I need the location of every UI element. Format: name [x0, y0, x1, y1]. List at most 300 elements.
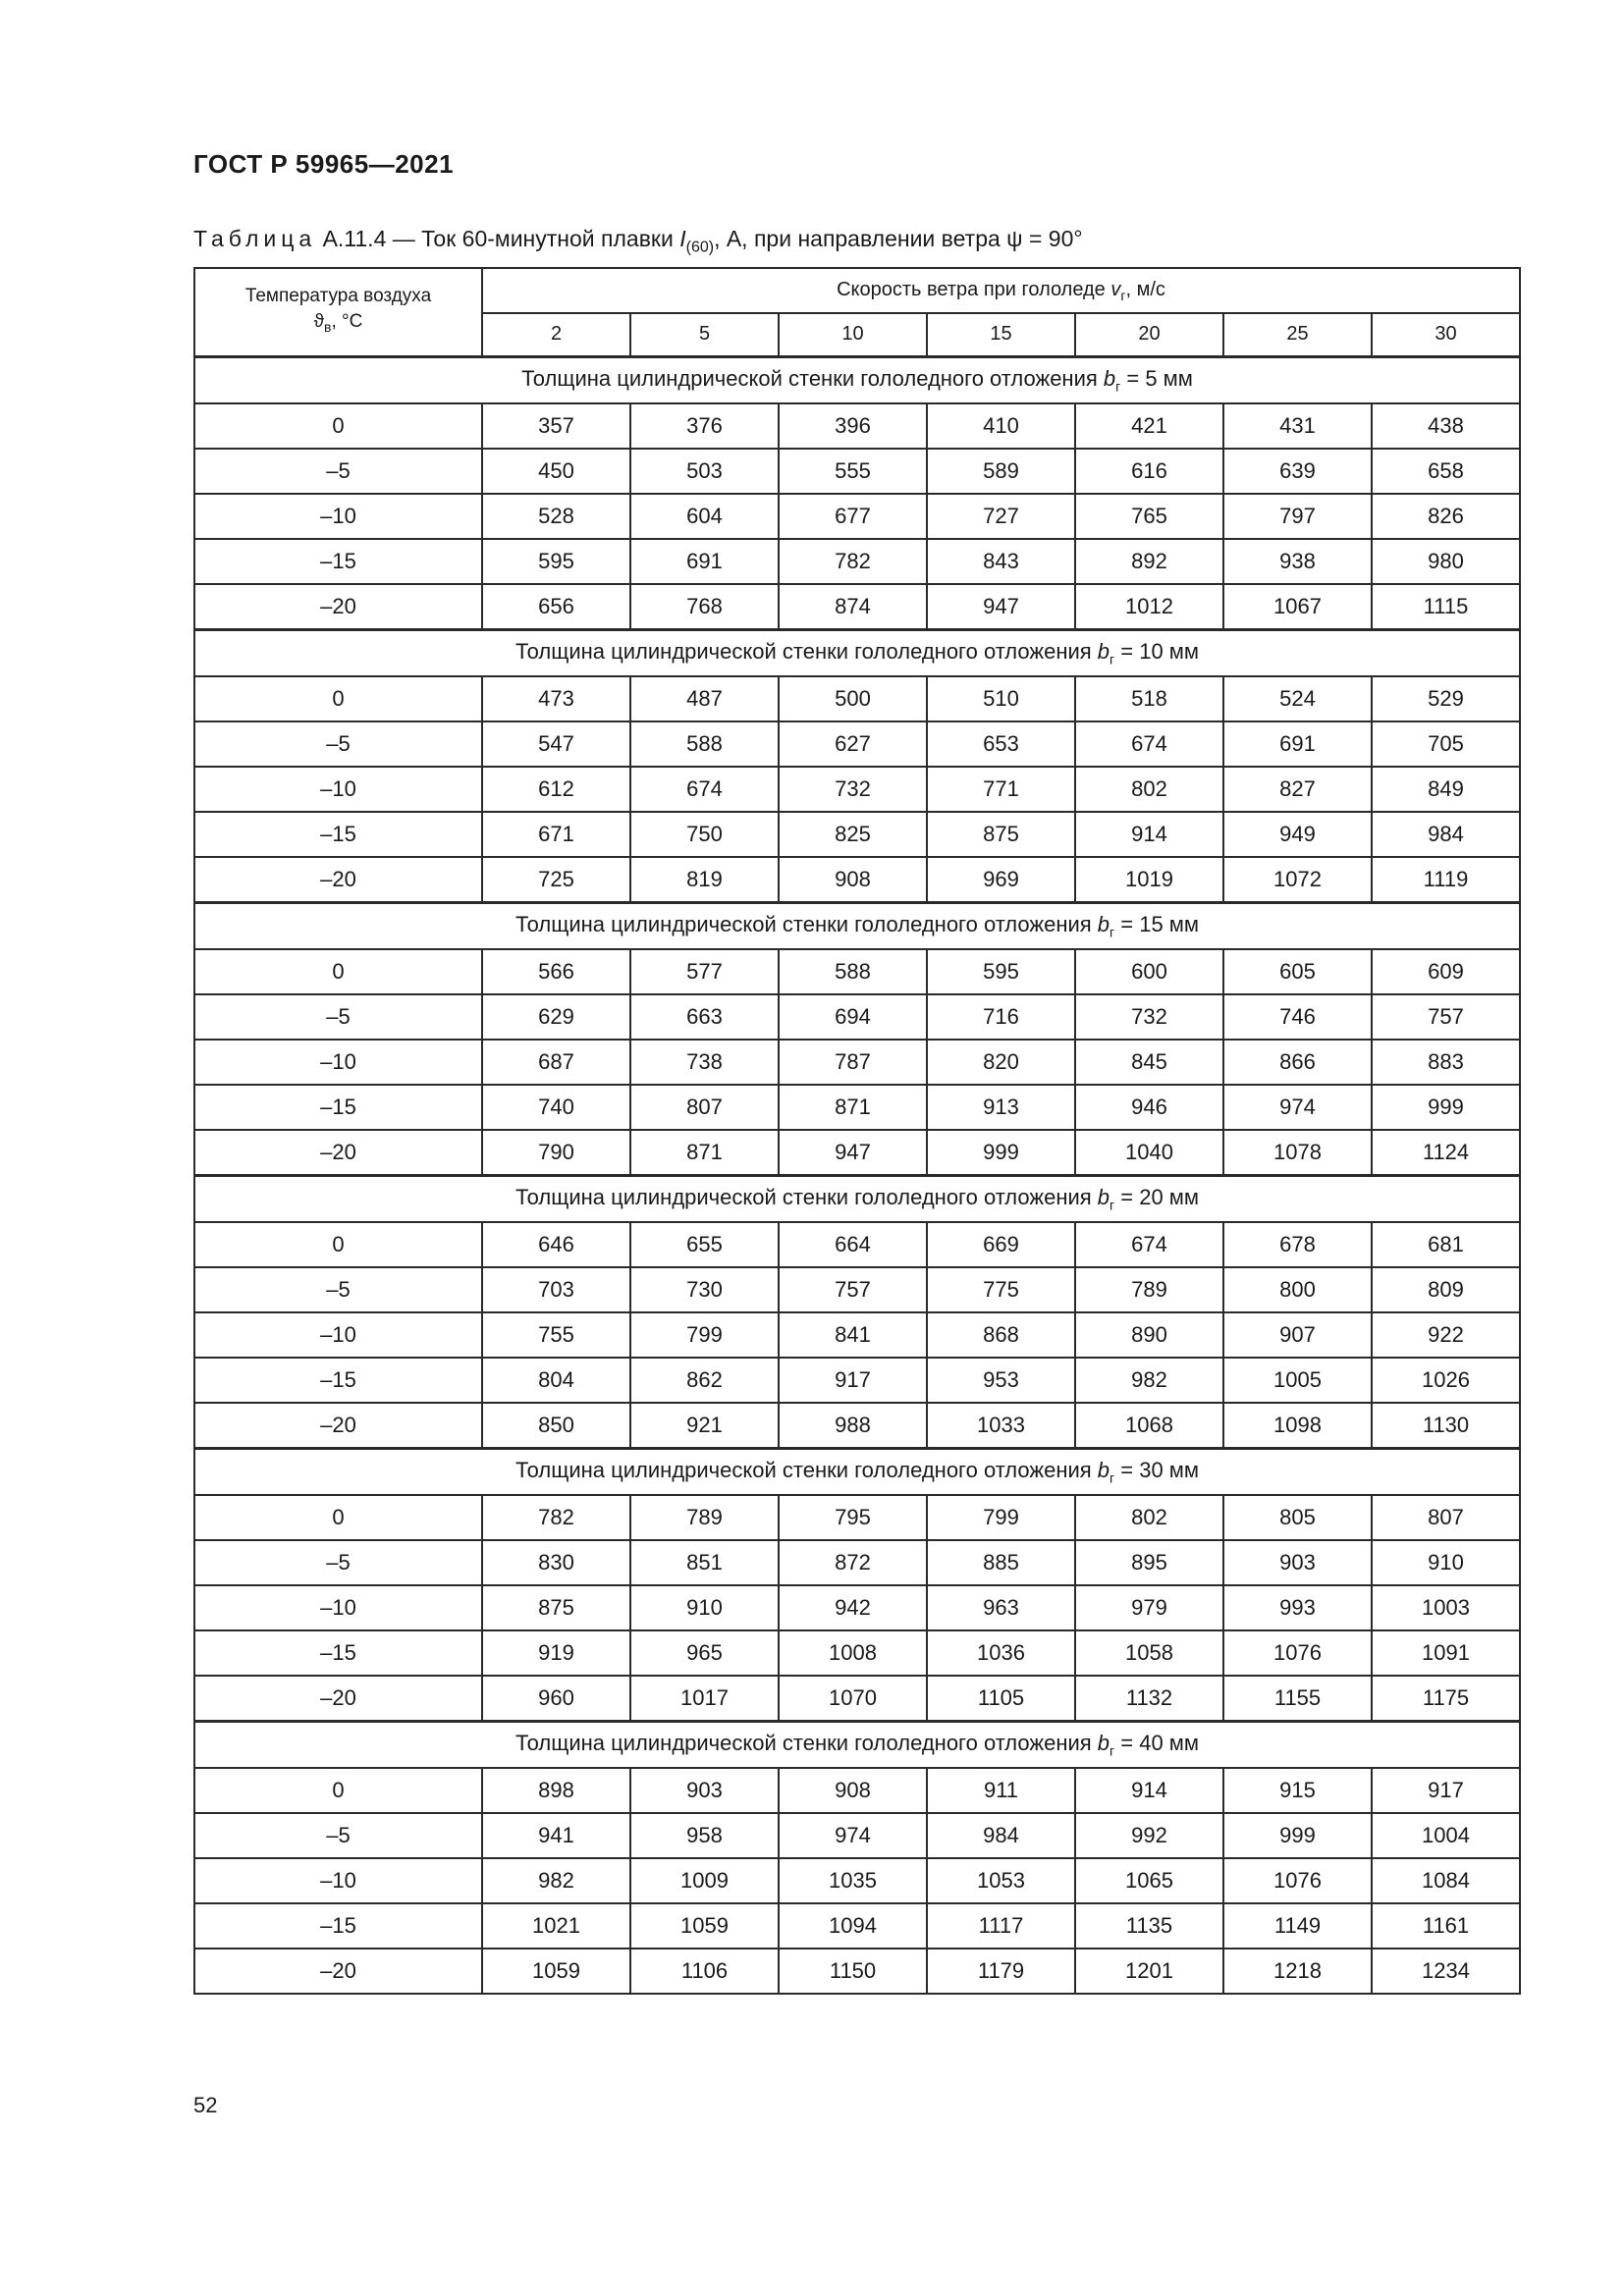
current-value-cell: 716: [927, 994, 1075, 1040]
wind-speed-symbol-sub: г: [1120, 287, 1126, 303]
current-value-cell: 799: [927, 1495, 1075, 1540]
section-row: [194, 902, 1520, 949]
table-row: [194, 1222, 1520, 1267]
current-value-cell: 988: [779, 1403, 927, 1449]
temperature-cell: –20: [194, 1130, 482, 1176]
temperature-cell: 0: [194, 403, 482, 449]
current-value-cell: 588: [630, 721, 779, 767]
table-row: [194, 949, 1520, 994]
section-symbol: b: [1097, 1184, 1110, 1209]
temperature-cell: –15: [194, 812, 482, 857]
current-value-cell: 895: [1075, 1540, 1223, 1585]
current-value-cell: 1124: [1372, 1130, 1520, 1176]
current-value-cell: 922: [1372, 1312, 1520, 1358]
current-value-cell: 789: [630, 1495, 779, 1540]
section-title: [194, 356, 1520, 403]
current-value-cell: 431: [1223, 403, 1372, 449]
current-value-cell: 740: [482, 1085, 630, 1130]
current-value-cell: 1091: [1372, 1630, 1520, 1676]
current-value-cell: 669: [927, 1222, 1075, 1267]
current-value-cell: 765: [1075, 494, 1223, 539]
current-value-cell: 830: [482, 1540, 630, 1585]
section-thickness: = 20 мм: [1114, 1184, 1200, 1209]
caption-text-after: , А, при направлении ветра ψ = 90°: [714, 226, 1083, 251]
current-value-cell: 890: [1075, 1312, 1223, 1358]
current-value-cell: 627: [779, 721, 927, 767]
current-value-cell: 487: [630, 676, 779, 721]
section-thickness: = 30 мм: [1114, 1457, 1200, 1482]
current-value-cell: 974: [779, 1813, 927, 1858]
section-symbol: b: [1097, 911, 1110, 936]
temperature-cell: 0: [194, 676, 482, 721]
current-value-cell: 993: [1223, 1585, 1372, 1630]
current-value-cell: 946: [1075, 1085, 1223, 1130]
current-value-cell: 755: [482, 1312, 630, 1358]
current-value-cell: 1005: [1223, 1358, 1372, 1403]
temperature-cell: –20: [194, 1403, 482, 1449]
current-value-cell: 871: [779, 1085, 927, 1130]
current-value-cell: 639: [1223, 449, 1372, 494]
current-value-cell: 1004: [1372, 1813, 1520, 1858]
current-value-cell: 795: [779, 1495, 927, 1540]
temperature-cell: 0: [194, 1768, 482, 1813]
caption-number: А.11.4: [322, 226, 387, 251]
section-thickness: = 15 мм: [1114, 911, 1200, 936]
current-value-cell: 518: [1075, 676, 1223, 721]
temperature-cell: –5: [194, 449, 482, 494]
current-value-cell: 629: [482, 994, 630, 1040]
current-value-cell: 589: [927, 449, 1075, 494]
wind-speed-value: 5: [630, 313, 779, 356]
temperature-cell: –20: [194, 1676, 482, 1722]
current-value-cell: 705: [1372, 721, 1520, 767]
current-value-cell: 1059: [482, 1949, 630, 1994]
current-value-cell: 1068: [1075, 1403, 1223, 1449]
table-row: [194, 1858, 1520, 1903]
temperature-cell: 0: [194, 949, 482, 994]
temperature-header-label: Температура воздуха: [244, 286, 432, 307]
current-value-cell: 768: [630, 584, 779, 630]
current-value-cell: 1150: [779, 1949, 927, 1994]
table-body: [194, 356, 1520, 1994]
current-value-cell: 674: [630, 767, 779, 812]
current-value-cell: 757: [779, 1267, 927, 1312]
current-value-cell: 866: [1223, 1040, 1372, 1085]
current-value-cell: 1179: [927, 1949, 1075, 1994]
current-value-cell: 757: [1372, 994, 1520, 1040]
current-value-cell: 782: [482, 1495, 630, 1540]
current-value-cell: 953: [927, 1358, 1075, 1403]
current-value-cell: 1009: [630, 1858, 779, 1903]
temperature-cell: –5: [194, 1813, 482, 1858]
current-value-cell: 775: [927, 1267, 1075, 1312]
current-value-cell: 907: [1223, 1312, 1372, 1358]
current-value-cell: 725: [482, 857, 630, 903]
current-value-cell: 913: [927, 1085, 1075, 1130]
current-value-cell: 885: [927, 1540, 1075, 1585]
current-value-cell: 771: [927, 767, 1075, 812]
temperature-cell: 0: [194, 1495, 482, 1540]
current-value-cell: 851: [630, 1540, 779, 1585]
current-value-cell: 691: [630, 539, 779, 584]
section-row: [194, 629, 1520, 676]
current-value-cell: 797: [1223, 494, 1372, 539]
current-value-cell: 653: [927, 721, 1075, 767]
current-value-cell: 862: [630, 1358, 779, 1403]
temperature-symbol: ϑ: [313, 311, 325, 333]
caption-label: Таблица: [193, 226, 317, 251]
current-value-cell: 919: [482, 1630, 630, 1676]
table-row: [194, 449, 1520, 494]
current-value-cell: 1067: [1223, 584, 1372, 630]
current-value-cell: 1119: [1372, 857, 1520, 903]
table-row: [194, 1676, 1520, 1722]
current-value-cell: 1058: [1075, 1630, 1223, 1676]
wind-speed-unit: , м/с: [1125, 278, 1165, 300]
temperature-cell: –15: [194, 1903, 482, 1949]
current-value-cell: 999: [1223, 1813, 1372, 1858]
section-title-text: Толщина цилиндрической стенки гололедного отложения: [514, 1184, 1098, 1209]
current-value-cell: 1094: [779, 1903, 927, 1949]
temperature-cell: –5: [194, 721, 482, 767]
section-title: [194, 1448, 1520, 1495]
temperature-cell: –20: [194, 1949, 482, 1994]
current-value-cell: 1036: [927, 1630, 1075, 1676]
current-value-cell: 600: [1075, 949, 1223, 994]
section-symbol-sub: г: [1110, 1197, 1115, 1213]
current-value-cell: 984: [927, 1813, 1075, 1858]
current-value-cell: 872: [779, 1540, 927, 1585]
current-value-cell: 612: [482, 767, 630, 812]
caption-text-before: — Ток 60-минутной плавки: [386, 226, 680, 251]
current-value-cell: 849: [1372, 767, 1520, 812]
current-value-cell: 958: [630, 1813, 779, 1858]
table-row: [194, 494, 1520, 539]
section-title-text: Толщина цилиндрической стенки гололедного отложения: [514, 638, 1098, 664]
table-row: [194, 1267, 1520, 1312]
current-value-cell: 730: [630, 1267, 779, 1312]
table-caption: [193, 226, 1083, 257]
current-value-cell: 1019: [1075, 857, 1223, 903]
current-value-cell: 677: [779, 494, 927, 539]
current-value-cell: 802: [1075, 767, 1223, 812]
current-value-cell: 529: [1372, 676, 1520, 721]
table-row: [194, 994, 1520, 1040]
current-value-cell: 1072: [1223, 857, 1372, 903]
current-value-cell: 841: [779, 1312, 927, 1358]
current-value-cell: 1076: [1223, 1858, 1372, 1903]
current-value-cell: 1003: [1372, 1585, 1520, 1630]
current-value-cell: 691: [1223, 721, 1372, 767]
current-value-cell: 1132: [1075, 1676, 1223, 1722]
current-value-cell: 883: [1372, 1040, 1520, 1085]
section-title-text: Толщина цилиндрической стенки гололедного отложения: [514, 1457, 1098, 1482]
current-value-cell: 732: [1075, 994, 1223, 1040]
current-value-cell: 656: [482, 584, 630, 630]
current-value-cell: 500: [779, 676, 927, 721]
current-value-cell: 999: [927, 1130, 1075, 1176]
table-row: [194, 1903, 1520, 1949]
temperature-cell: –5: [194, 1267, 482, 1312]
current-value-cell: 960: [482, 1676, 630, 1722]
section-symbol-sub: г: [1115, 378, 1121, 395]
current-value-cell: 782: [779, 539, 927, 584]
wind-speed-value: 2: [482, 313, 630, 356]
temperature-cell: –15: [194, 1085, 482, 1130]
current-value-cell: 609: [1372, 949, 1520, 994]
table-row: [194, 1630, 1520, 1676]
section-title: [194, 629, 1520, 676]
temperature-cell: –10: [194, 767, 482, 812]
table-row: [194, 1813, 1520, 1858]
current-value-cell: 438: [1372, 403, 1520, 449]
temperature-cell: –15: [194, 1630, 482, 1676]
table-row: [194, 1358, 1520, 1403]
section-row: [194, 1448, 1520, 1495]
section-symbol-sub: г: [1110, 924, 1115, 940]
current-table: [193, 267, 1521, 1995]
current-value-cell: 820: [927, 1040, 1075, 1085]
current-value-cell: 874: [779, 584, 927, 630]
current-value-cell: 1033: [927, 1403, 1075, 1449]
section-title: [194, 1175, 1520, 1222]
current-value-cell: 845: [1075, 1040, 1223, 1085]
current-value-cell: 588: [779, 949, 927, 994]
current-value-cell: 528: [482, 494, 630, 539]
temperature-cell: –10: [194, 1858, 482, 1903]
current-value-cell: 732: [779, 767, 927, 812]
temperature-cell: –20: [194, 584, 482, 630]
current-value-cell: 746: [1223, 994, 1372, 1040]
section-symbol-sub: г: [1110, 1742, 1115, 1759]
current-value-cell: 663: [630, 994, 779, 1040]
current-value-cell: 681: [1372, 1222, 1520, 1267]
section-title-text: Толщина цилиндрической стенки гололедного отложения: [514, 1730, 1098, 1755]
table-row: [194, 539, 1520, 584]
current-value-cell: 819: [630, 857, 779, 903]
table-row: [194, 767, 1520, 812]
current-value-cell: 1035: [779, 1858, 927, 1903]
current-value-cell: 671: [482, 812, 630, 857]
section-title-text: Толщина цилиндрической стенки гололедного отложения: [514, 911, 1098, 936]
section-symbol: b: [1097, 638, 1110, 664]
current-value-cell: 1065: [1075, 1858, 1223, 1903]
current-value-cell: 1117: [927, 1903, 1075, 1949]
table-row: [194, 857, 1520, 903]
current-value-cell: 604: [630, 494, 779, 539]
current-value-cell: 1012: [1075, 584, 1223, 630]
current-value-cell: 875: [927, 812, 1075, 857]
current-value-cell: 974: [1223, 1085, 1372, 1130]
current-value-cell: 1021: [482, 1903, 630, 1949]
current-value-cell: 1149: [1223, 1903, 1372, 1949]
temperature-cell: 0: [194, 1222, 482, 1267]
table-row: [194, 1540, 1520, 1585]
section-row: [194, 1175, 1520, 1222]
section-symbol-sub: г: [1110, 1469, 1115, 1486]
current-value-cell: 450: [482, 449, 630, 494]
current-value-cell: 1105: [927, 1676, 1075, 1722]
current-value-cell: 825: [779, 812, 927, 857]
current-value-cell: 809: [1372, 1267, 1520, 1312]
current-value-cell: 577: [630, 949, 779, 994]
table-row: [194, 676, 1520, 721]
current-value-cell: 1026: [1372, 1358, 1520, 1403]
current-value-cell: 903: [630, 1768, 779, 1813]
current-value-cell: 473: [482, 676, 630, 721]
temperature-cell: –10: [194, 1585, 482, 1630]
temperature-cell: –10: [194, 494, 482, 539]
current-value-cell: 703: [482, 1267, 630, 1312]
current-value-cell: 908: [779, 1768, 927, 1813]
section-symbol: b: [1103, 365, 1116, 391]
current-value-cell: 595: [927, 949, 1075, 994]
current-value-cell: 1084: [1372, 1858, 1520, 1903]
current-value-cell: 1218: [1223, 1949, 1372, 1994]
current-value-cell: 787: [779, 1040, 927, 1085]
current-value-cell: 914: [1075, 812, 1223, 857]
current-value-cell: 664: [779, 1222, 927, 1267]
current-value-cell: 850: [482, 1403, 630, 1449]
current-value-cell: 503: [630, 449, 779, 494]
current-value-cell: 868: [927, 1312, 1075, 1358]
table-row: [194, 1949, 1520, 1994]
current-value-cell: 826: [1372, 494, 1520, 539]
current-value-cell: 827: [1223, 767, 1372, 812]
table-head: [194, 268, 1520, 356]
current-value-cell: 942: [779, 1585, 927, 1630]
table-row: [194, 584, 1520, 630]
current-value-cell: 1161: [1372, 1903, 1520, 1949]
table-row: [194, 1585, 1520, 1630]
current-value-cell: 871: [630, 1130, 779, 1176]
current-value-cell: 911: [927, 1768, 1075, 1813]
current-value-cell: 1053: [927, 1858, 1075, 1903]
table-row: [194, 812, 1520, 857]
current-value-cell: 727: [927, 494, 1075, 539]
current-value-cell: 802: [1075, 1495, 1223, 1540]
temperature-cell: –15: [194, 539, 482, 584]
current-value-cell: 917: [779, 1358, 927, 1403]
current-value-cell: 915: [1223, 1768, 1372, 1813]
current-value-cell: 547: [482, 721, 630, 767]
current-value-cell: 421: [1075, 403, 1223, 449]
current-value-cell: 917: [1372, 1768, 1520, 1813]
section-title: [194, 1721, 1520, 1768]
current-value-cell: 396: [779, 403, 927, 449]
current-value-cell: 892: [1075, 539, 1223, 584]
current-value-cell: 898: [482, 1768, 630, 1813]
current-value-cell: 921: [630, 1403, 779, 1449]
temperature-header: [194, 268, 482, 356]
wind-speed-value: 30: [1372, 313, 1520, 356]
current-value-cell: 1175: [1372, 1676, 1520, 1722]
current-value-cell: 738: [630, 1040, 779, 1085]
section-symbol: b: [1097, 1730, 1110, 1755]
current-value-cell: 938: [1223, 539, 1372, 584]
current-value-cell: 1017: [630, 1676, 779, 1722]
table-row: [194, 1312, 1520, 1358]
current-value-cell: 875: [482, 1585, 630, 1630]
current-value-cell: 694: [779, 994, 927, 1040]
caption-subscript: (60): [685, 239, 715, 256]
current-value-cell: 992: [1075, 1813, 1223, 1858]
table-row: [194, 721, 1520, 767]
current-value-cell: 979: [1075, 1585, 1223, 1630]
current-value-cell: 616: [1075, 449, 1223, 494]
current-value-cell: 980: [1372, 539, 1520, 584]
current-value-cell: 1076: [1223, 1630, 1372, 1676]
document-code: ГОСТ Р 59965—2021: [193, 149, 455, 179]
temperature-unit: , °C: [331, 311, 363, 333]
current-value-cell: 982: [482, 1858, 630, 1903]
current-value-cell: 566: [482, 949, 630, 994]
current-value-cell: 984: [1372, 812, 1520, 857]
wind-speed-value: 20: [1075, 313, 1223, 356]
current-value-cell: 947: [927, 584, 1075, 630]
current-value-cell: 1234: [1372, 1949, 1520, 1994]
table-row: [194, 1768, 1520, 1813]
table-row: [194, 1040, 1520, 1085]
table-row: [194, 1130, 1520, 1176]
current-value-cell: 910: [1372, 1540, 1520, 1585]
current-value-cell: 655: [630, 1222, 779, 1267]
current-value-cell: 1070: [779, 1676, 927, 1722]
section-thickness: = 5 мм: [1120, 365, 1193, 391]
current-value-cell: 1135: [1075, 1903, 1223, 1949]
section-symbol: b: [1097, 1457, 1110, 1482]
current-value-cell: 949: [1223, 812, 1372, 857]
table-row: [194, 403, 1520, 449]
wind-speed-value: 25: [1223, 313, 1372, 356]
current-value-cell: 674: [1075, 1222, 1223, 1267]
current-value-cell: 807: [630, 1085, 779, 1130]
section-title: [194, 902, 1520, 949]
current-value-cell: 941: [482, 1813, 630, 1858]
current-value-cell: 750: [630, 812, 779, 857]
table-row: [194, 1403, 1520, 1449]
current-value-cell: 595: [482, 539, 630, 584]
current-value-cell: 799: [630, 1312, 779, 1358]
current-value-cell: 914: [1075, 1768, 1223, 1813]
current-value-cell: 969: [927, 857, 1075, 903]
temperature-cell: –10: [194, 1312, 482, 1358]
current-value-cell: 963: [927, 1585, 1075, 1630]
section-row: [194, 1721, 1520, 1768]
current-value-cell: 790: [482, 1130, 630, 1176]
temperature-cell: –5: [194, 994, 482, 1040]
temperature-cell: –15: [194, 1358, 482, 1403]
current-value-cell: 555: [779, 449, 927, 494]
current-value-cell: 1040: [1075, 1130, 1223, 1176]
current-value-cell: 807: [1372, 1495, 1520, 1540]
current-value-cell: 357: [482, 403, 630, 449]
current-value-cell: 1115: [1372, 584, 1520, 630]
current-value-cell: 410: [927, 403, 1075, 449]
current-value-cell: 1201: [1075, 1949, 1223, 1994]
temperature-cell: –20: [194, 857, 482, 903]
table-row: [194, 1495, 1520, 1540]
current-value-cell: 789: [1075, 1267, 1223, 1312]
current-value-cell: 510: [927, 676, 1075, 721]
page-number: 52: [193, 2093, 218, 2117]
temperature-cell: –5: [194, 1540, 482, 1585]
section-thickness: = 40 мм: [1114, 1730, 1200, 1755]
current-value-cell: 1059: [630, 1903, 779, 1949]
header-row-top: [194, 268, 1520, 313]
wind-speed-symbol: v: [1110, 278, 1121, 300]
current-value-cell: 674: [1075, 721, 1223, 767]
